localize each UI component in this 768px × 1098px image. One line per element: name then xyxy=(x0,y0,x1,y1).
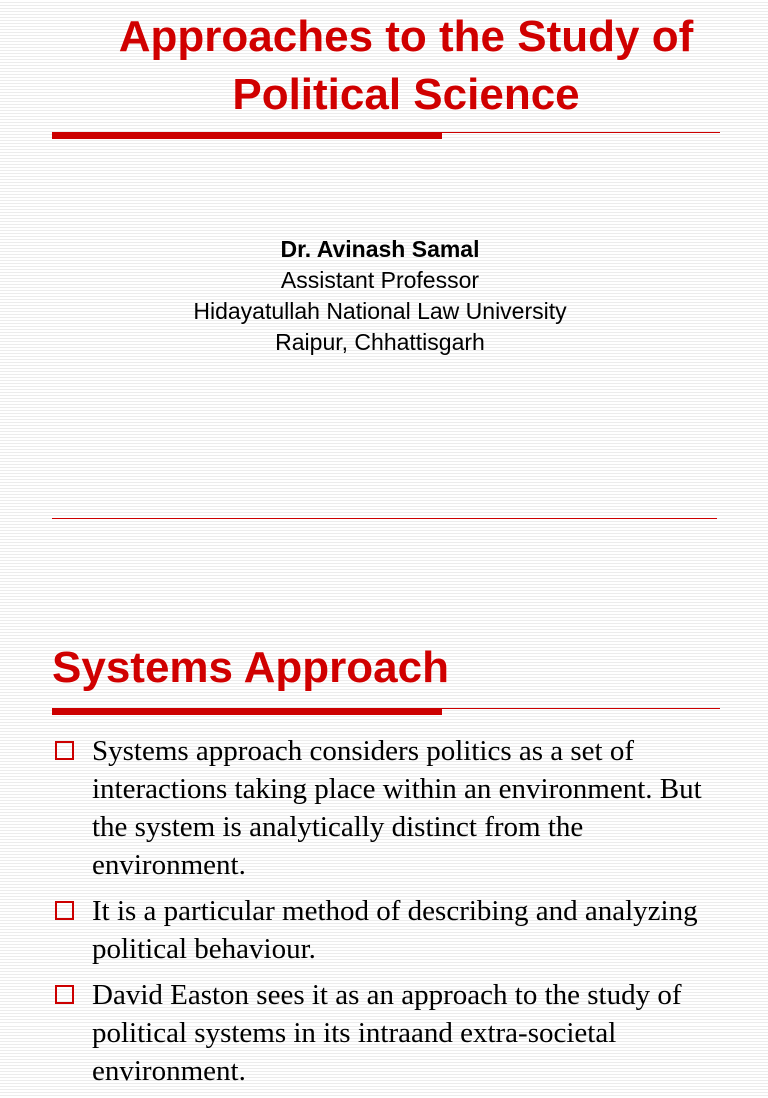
bullet-list xyxy=(52,732,732,1098)
bullet-text: It is a particular method of describing and analyzing political behaviour. xyxy=(92,895,698,965)
presentation-title xyxy=(52,8,760,124)
slide-title-underline-thick xyxy=(52,708,442,715)
bullet-text: Systems approach considers politics as a set of interactions taking place within an environment. But the system is analytically distinct from the environment. xyxy=(92,735,702,881)
title-line-1: Approaches to the Study of xyxy=(118,12,694,61)
hollow-square-icon xyxy=(55,741,74,760)
author-location: Raipur, Chhattisgarh xyxy=(275,329,485,355)
bullet-text: David Easton sees it as an approach to the study of political systems in its intraand extra-societal environment. xyxy=(92,979,682,1087)
content-slide xyxy=(0,512,768,1087)
title-underline-thin xyxy=(442,132,720,133)
hollow-square-icon xyxy=(55,901,74,920)
author-institution: Hidayatullah National Law University xyxy=(193,298,567,324)
title-underline-thick xyxy=(52,132,442,139)
bullet-item xyxy=(52,892,732,968)
author-name: Dr. Avinash Samal xyxy=(280,236,480,262)
title-line-2: Political Science xyxy=(232,70,580,119)
slide-title: Systems Approach xyxy=(52,643,449,692)
bullet-item xyxy=(52,976,732,1090)
author-role: Assistant Professor xyxy=(280,267,480,293)
bullet-item xyxy=(52,732,732,884)
author-block xyxy=(0,234,760,358)
hollow-square-icon xyxy=(55,985,74,1004)
title-slide xyxy=(0,0,768,512)
slide-title-underline-thin xyxy=(442,708,720,709)
